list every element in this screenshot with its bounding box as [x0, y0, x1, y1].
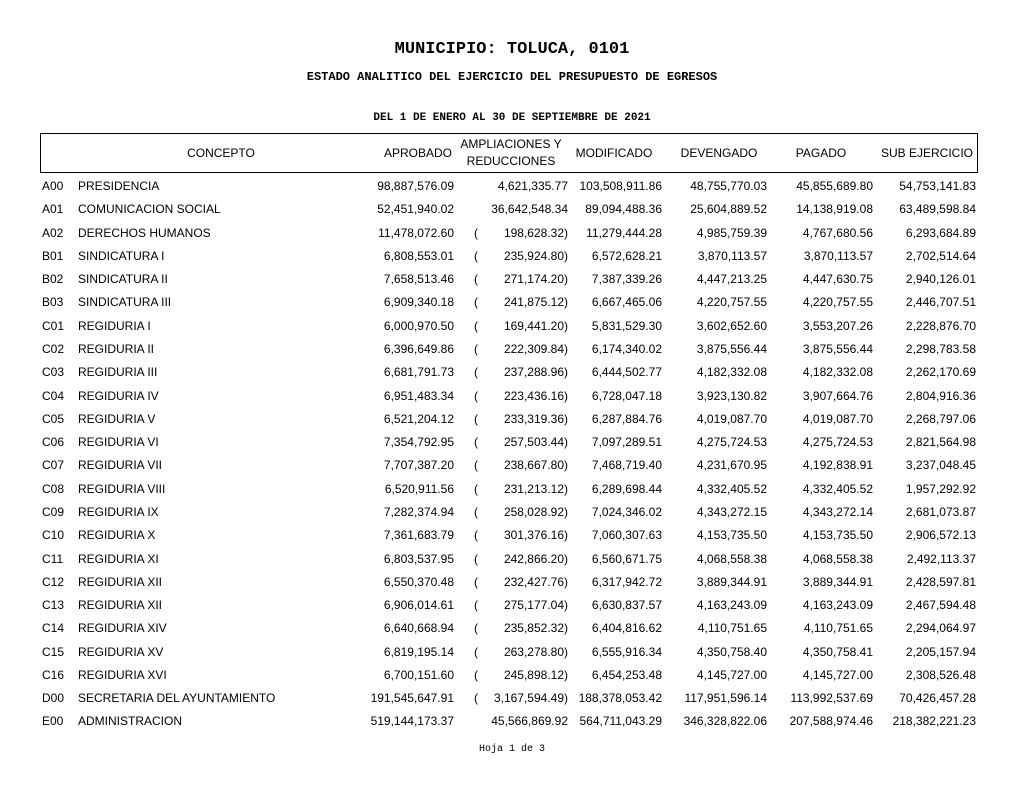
- row-sub-ejercicio: 54,753,141.83: [899, 179, 976, 193]
- row-ampliaciones-paren: (: [474, 551, 478, 566]
- row-concepto: ADMINISTRACION: [78, 714, 183, 729]
- row-modificado: 6,454,253.48: [591, 667, 662, 682]
- row-ampliaciones: 237,288.96): [503, 365, 568, 380]
- row-concepto: PRESIDENCIA: [78, 179, 160, 193]
- table-row: [0, 269, 1024, 289]
- row-aprobado: 52,451,940.02: [377, 202, 454, 217]
- row-concepto: SINDICATURA I: [78, 248, 165, 263]
- column-header-aprobado: APROBADO: [383, 145, 452, 160]
- municipio-title: MUNICIPIO: TOLUCA, 0101: [394, 40, 630, 59]
- row-ampliaciones-paren: (: [474, 342, 478, 356]
- row-ampliaciones: 232,427.76): [503, 574, 568, 589]
- row-code: A01: [42, 202, 64, 217]
- row-modificado: 6,404,816.62: [591, 621, 662, 636]
- row-concepto: SECRETARIA DEL AYUNTAMIENTO: [78, 691, 276, 706]
- row-ampliaciones-paren: (: [474, 528, 478, 543]
- table-row: [0, 339, 1024, 359]
- table-row: [0, 432, 1024, 452]
- table-row: [0, 525, 1024, 545]
- row-ampliaciones: 238,667.80): [503, 458, 568, 473]
- row-sub-ejercicio: 3,237,048.45: [905, 458, 976, 473]
- row-concepto: SINDICATURA II: [78, 272, 168, 287]
- row-aprobado: 6,550,370.48: [383, 574, 454, 589]
- row-modificado: 11,279,444.28: [586, 225, 662, 240]
- row-sub-ejercicio: 2,268,797.06: [905, 411, 976, 426]
- row-devengado: 4,019,087.70: [696, 411, 767, 426]
- row-ampliaciones-paren: (: [474, 691, 478, 706]
- row-pagado: 4,068,558.38: [802, 551, 873, 566]
- row-pagado: 4,182,332.08: [802, 365, 873, 380]
- row-aprobado: 6,000,970.50: [383, 318, 454, 333]
- table-row: [0, 549, 1024, 569]
- row-devengado: 3,889,344.91: [696, 574, 767, 589]
- table-row: [0, 362, 1024, 382]
- row-aprobado: 6,681,791.73: [383, 365, 454, 380]
- row-concepto: REGIDURIA I: [78, 318, 151, 333]
- row-pagado: 45,855,689.80: [796, 179, 873, 193]
- row-ampliaciones: 222,309.84): [503, 342, 568, 356]
- row-ampliaciones: 235,924.80): [503, 248, 568, 263]
- row-pagado: 3,889,344.91: [802, 574, 873, 589]
- row-pagado: 4,220,757.55: [802, 295, 873, 310]
- table-row: [0, 292, 1024, 312]
- row-ampliaciones: 275,177.04): [503, 598, 568, 612]
- row-aprobado: 7,354,792.95: [383, 435, 454, 450]
- row-ampliaciones-paren: (: [474, 248, 478, 263]
- row-devengado: 4,068,558.38: [696, 551, 767, 566]
- row-aprobado: 519,144,173.37: [370, 714, 454, 729]
- row-ampliaciones: 235,852.32): [503, 621, 568, 636]
- row-devengado: 48,755,770.03: [690, 179, 767, 193]
- row-devengado: 4,220,757.55: [696, 295, 767, 310]
- row-pagado: 3,875,556.44: [802, 342, 873, 356]
- row-ampliaciones: 258,028.92): [503, 504, 568, 519]
- row-code: C09: [42, 504, 65, 519]
- row-pagado: 4,019,087.70: [802, 411, 873, 426]
- row-ampliaciones: 271,174.20): [503, 272, 568, 287]
- row-ampliaciones-paren: (: [474, 272, 478, 287]
- table-row: [0, 386, 1024, 406]
- row-devengado: 4,343,272.15: [696, 504, 767, 519]
- row-sub-ejercicio: 2,308,526.48: [905, 667, 976, 682]
- row-modificado: 7,097,289.51: [591, 435, 662, 450]
- table-row: [0, 409, 1024, 429]
- row-aprobado: 7,658,513.46: [383, 272, 454, 287]
- row-aprobado: 7,707,387.20: [383, 458, 454, 473]
- row-modificado: 5,831,529.30: [591, 318, 662, 333]
- row-concepto: SINDICATURA III: [78, 295, 172, 310]
- row-pagado: 4,110,751.65: [803, 621, 873, 636]
- row-aprobado: 6,951,483.34: [383, 388, 454, 403]
- row-pagado: 4,343,272.14: [802, 504, 873, 519]
- row-pagado: 3,553,207.26: [802, 318, 873, 333]
- row-sub-ejercicio: 2,821,564.98: [905, 435, 976, 450]
- row-aprobado: 11,478,072.60: [378, 225, 454, 240]
- row-concepto: COMUNICACION SOCIAL: [78, 202, 221, 217]
- row-code: C07: [42, 458, 65, 473]
- column-header-sub-ejercicio: SUB EJERCICIO: [880, 145, 973, 160]
- row-code: C04: [42, 388, 65, 403]
- report-title: ESTADO ANALITICO DEL EJERCICIO DEL PRESUPUESTO DE EGRESOS: [306, 70, 718, 84]
- table-row: [0, 246, 1024, 266]
- row-concepto: REGIDURIA XI: [78, 551, 159, 566]
- row-code: C11: [42, 551, 64, 566]
- row-code: C12: [42, 574, 65, 589]
- row-modificado: 6,555,916.34: [591, 644, 662, 659]
- row-pagado: 113,992,537.69: [790, 691, 873, 706]
- row-devengado: 4,985,759.39: [696, 225, 767, 240]
- row-ampliaciones-paren: (: [474, 318, 478, 333]
- row-code: C03: [42, 365, 65, 380]
- row-concepto: DERECHOS HUMANOS: [78, 225, 211, 240]
- column-header-ampliaciones-line2: REDUCCIONES: [466, 154, 556, 168]
- row-ampliaciones: 231,213.12): [503, 481, 568, 496]
- row-devengado: 4,275,724.53: [696, 435, 767, 450]
- row-sub-ejercicio: 2,294,064.97: [905, 621, 976, 636]
- row-modificado: 7,024,346.02: [591, 504, 662, 519]
- column-header-ampliaciones: [451, 134, 571, 172]
- row-code: C06: [42, 435, 65, 450]
- row-ampliaciones-paren: (: [474, 598, 478, 612]
- row-sub-ejercicio: 70,426,457.28: [899, 691, 976, 706]
- row-devengado: 4,332,405.52: [696, 481, 767, 496]
- row-sub-ejercicio: 2,492,113.37: [906, 551, 976, 566]
- row-code: E00: [42, 714, 64, 729]
- row-ampliaciones-paren: (: [474, 388, 478, 403]
- table-row: [0, 572, 1024, 592]
- row-aprobado: 6,520,911.56: [384, 481, 454, 496]
- row-concepto: REGIDURIA V: [78, 411, 156, 426]
- row-modificado: 7,387,339.26: [591, 272, 662, 287]
- row-ampliaciones-paren: (: [474, 225, 478, 240]
- row-pagado: 4,447,630.75: [802, 272, 873, 287]
- row-pagado: 3,907,664.76: [802, 388, 873, 403]
- column-header-modificado: MODIFICADO: [575, 145, 653, 160]
- row-modificado: 6,560,671.75: [591, 551, 662, 566]
- row-aprobado: 6,700,151.60: [383, 667, 454, 682]
- row-sub-ejercicio: 2,906,572.13: [905, 528, 976, 543]
- row-ampliaciones: 241,875.12): [503, 295, 568, 310]
- row-modificado: 6,444,502.77: [591, 365, 662, 380]
- row-ampliaciones: 169,441.20): [503, 318, 568, 333]
- row-aprobado: 7,282,374.94: [383, 504, 454, 519]
- row-modificado: 89,094,488.36: [585, 202, 662, 217]
- row-concepto: REGIDURIA XII: [78, 574, 163, 589]
- row-sub-ejercicio: 1,957,292.92: [905, 481, 976, 496]
- row-devengado: 3,870,113.57: [697, 248, 767, 263]
- row-sub-ejercicio: 2,467,594.48: [905, 598, 976, 612]
- row-code: C08: [42, 481, 65, 496]
- row-aprobado: 191,545,647.91: [370, 691, 454, 706]
- row-pagado: 4,153,735.50: [802, 528, 873, 543]
- row-pagado: 3,870,113.57: [803, 248, 873, 263]
- row-ampliaciones: 233,319.36): [503, 411, 568, 426]
- row-concepto: REGIDURIA IX: [78, 504, 159, 519]
- table-row: [0, 711, 1024, 731]
- row-ampliaciones-paren: (: [474, 574, 478, 589]
- row-ampliaciones-paren: (: [474, 435, 478, 450]
- row-devengado: 4,231,670.95: [696, 458, 767, 473]
- row-concepto: REGIDURIA XII: [78, 598, 163, 612]
- row-pagado: 207,588,974.46: [789, 714, 873, 729]
- row-ampliaciones: 257,503.44): [503, 435, 568, 450]
- report-period: DEL 1 DE ENERO AL 30 DE SEPTIEMBRE DE 2021: [373, 112, 651, 124]
- table-row: [0, 595, 1024, 615]
- table-row: [0, 502, 1024, 522]
- row-code: A00: [42, 179, 64, 193]
- row-ampliaciones-paren: (: [474, 621, 478, 636]
- row-pagado: 4,145,727.00: [802, 667, 873, 682]
- row-pagado: 4,275,724.53: [802, 435, 873, 450]
- row-code: B02: [42, 272, 64, 287]
- row-sub-ejercicio: 6,293,684.89: [905, 225, 976, 240]
- row-code: D00: [42, 691, 65, 706]
- table-row: [0, 665, 1024, 685]
- row-ampliaciones: 245,898.12): [503, 667, 568, 682]
- row-aprobado: 6,819,195.14: [383, 644, 454, 659]
- row-pagado: 4,192,838.91: [802, 458, 873, 473]
- row-sub-ejercicio: 218,382,221.23: [892, 714, 976, 729]
- row-ampliaciones: 263,278.80): [503, 644, 568, 659]
- row-aprobado: 6,909,340.18: [383, 295, 454, 310]
- row-concepto: REGIDURIA VIII: [78, 481, 166, 496]
- row-concepto: REGIDURIA XVI: [78, 667, 167, 682]
- table-row: [0, 479, 1024, 499]
- row-concepto: REGIDURIA III: [78, 365, 158, 380]
- row-aprobado: 6,803,537.95: [383, 551, 454, 566]
- row-modificado: 7,468,719.40: [591, 458, 662, 473]
- row-aprobado: 6,808,553.01: [383, 248, 454, 263]
- row-ampliaciones-paren: (: [474, 458, 478, 473]
- row-devengado: 4,447,213.25: [696, 272, 767, 287]
- row-ampliaciones: 223,436.16): [503, 388, 568, 403]
- table-row: [0, 176, 1024, 196]
- row-ampliaciones: 45,566,869.92: [491, 714, 568, 729]
- row-modificado: 6,728,047.18: [591, 388, 662, 403]
- row-devengado: 25,604,889.52: [690, 202, 767, 217]
- row-code: C05: [42, 411, 65, 426]
- row-aprobado: 6,521,204.12: [383, 411, 454, 426]
- row-ampliaciones-paren: (: [474, 295, 478, 310]
- row-pagado: 4,332,405.52: [802, 481, 873, 496]
- row-code: C14: [42, 621, 65, 636]
- row-code: C13: [42, 598, 65, 612]
- row-ampliaciones-paren: (: [474, 667, 478, 682]
- row-code: B03: [42, 295, 64, 310]
- row-sub-ejercicio: 2,228,876.70: [905, 318, 976, 333]
- row-code: C01: [42, 318, 65, 333]
- row-modificado: 6,317,942.72: [591, 574, 662, 589]
- row-modificado: 103,508,911.86: [579, 179, 662, 193]
- column-header-pagado: PAGADO: [795, 145, 847, 160]
- row-devengado: 4,350,758.40: [696, 644, 767, 659]
- row-devengado: 3,602,652.60: [696, 318, 767, 333]
- row-ampliaciones: 242,866.20): [503, 551, 568, 566]
- row-devengado: 346,328,822.06: [683, 714, 767, 729]
- row-modificado: 6,174,340.02: [591, 342, 662, 356]
- table-row: [0, 455, 1024, 475]
- row-aprobado: 6,640,668.94: [383, 621, 454, 636]
- row-sub-ejercicio: 2,702,514.64: [905, 248, 976, 263]
- row-ampliaciones: 36,642,548.34: [491, 202, 568, 217]
- row-devengado: 4,163,243.09: [696, 598, 767, 612]
- row-aprobado: 6,396,649.86: [383, 342, 454, 356]
- row-ampliaciones-paren: (: [474, 365, 478, 380]
- row-concepto: REGIDURIA XIV: [78, 621, 167, 636]
- row-concepto: REGIDURIA X: [78, 528, 156, 543]
- row-sub-ejercicio: 2,940,126.01: [905, 272, 976, 287]
- row-ampliaciones: 4,621,335.77: [497, 179, 568, 193]
- row-sub-ejercicio: 63,489,598.84: [899, 202, 976, 217]
- table-row: [0, 618, 1024, 638]
- row-code: B01: [42, 248, 64, 263]
- row-aprobado: 98,887,576.09: [377, 179, 454, 193]
- row-ampliaciones: 301,376.16): [503, 528, 568, 543]
- row-aprobado: 7,361,683.79: [383, 528, 454, 543]
- table-header: [40, 133, 978, 173]
- row-modificado: 564,711,043.29: [579, 714, 662, 729]
- page-number: Hoja 1 de 3: [478, 744, 545, 755]
- table-row: [0, 688, 1024, 708]
- row-ampliaciones-paren: (: [474, 504, 478, 519]
- column-header-devengado: DEVENGADO: [680, 145, 758, 160]
- row-aprobado: 6,906,014.61: [383, 598, 454, 612]
- row-devengado: 4,182,332.08: [696, 365, 767, 380]
- table-row: [0, 223, 1024, 243]
- row-modificado: 6,287,884.76: [591, 411, 662, 426]
- row-code: C16: [42, 667, 65, 682]
- row-pagado: 4,350,758.41: [802, 644, 873, 659]
- row-sub-ejercicio: 2,428,597.81: [905, 574, 976, 589]
- row-ampliaciones: 198,628.32): [503, 225, 568, 240]
- row-concepto: REGIDURIA IV: [78, 388, 159, 403]
- row-modificado: 6,630,837.57: [591, 598, 662, 612]
- row-modificado: 6,289,698.44: [591, 481, 662, 496]
- table-row: [0, 642, 1024, 662]
- row-devengado: 4,110,751.65: [697, 621, 767, 636]
- row-ampliaciones: 3,167,594.49): [493, 691, 568, 706]
- row-sub-ejercicio: 2,205,157.94: [905, 644, 976, 659]
- table-row: [0, 199, 1024, 219]
- row-code: A02: [42, 225, 64, 240]
- row-code: C15: [42, 644, 65, 659]
- row-code: C10: [42, 528, 65, 543]
- row-sub-ejercicio: 2,262,170.69: [905, 365, 976, 380]
- row-pagado: 4,163,243.09: [802, 598, 873, 612]
- row-devengado: 3,923,130.82: [696, 388, 767, 403]
- row-devengado: 4,153,735.50: [696, 528, 767, 543]
- row-concepto: REGIDURIA II: [78, 342, 155, 356]
- row-ampliaciones-paren: (: [474, 644, 478, 659]
- row-devengado: 117,951,596.14: [684, 691, 767, 706]
- row-devengado: 3,875,556.44: [696, 342, 767, 356]
- row-sub-ejercicio: 2,804,916.36: [905, 388, 976, 403]
- column-header-concepto: CONCEPTO: [187, 145, 255, 160]
- row-ampliaciones-paren: (: [474, 481, 478, 496]
- row-code: C02: [42, 342, 65, 356]
- row-pagado: 4,767,680.56: [802, 225, 873, 240]
- row-sub-ejercicio: 2,681,073.87: [905, 504, 976, 519]
- row-sub-ejercicio: 2,298,783.58: [905, 342, 976, 356]
- table-row: [0, 316, 1024, 336]
- row-modificado: 188,378,053.42: [578, 691, 662, 706]
- row-concepto: REGIDURIA VII: [78, 458, 163, 473]
- row-modificado: 7,060,307.63: [591, 528, 662, 543]
- row-concepto: REGIDURIA XV: [78, 644, 164, 659]
- row-devengado: 4,145,727.00: [696, 667, 767, 682]
- row-modificado: 6,667,465.06: [591, 295, 662, 310]
- row-sub-ejercicio: 2,446,707.51: [905, 295, 976, 310]
- row-ampliaciones-paren: (: [474, 411, 478, 426]
- column-header-ampliaciones-line1: AMPLIACIONES Y: [460, 137, 562, 151]
- row-modificado: 6,572,628.21: [591, 248, 662, 263]
- row-pagado: 14,138,919.08: [796, 202, 873, 217]
- row-concepto: REGIDURIA VI: [78, 435, 159, 450]
